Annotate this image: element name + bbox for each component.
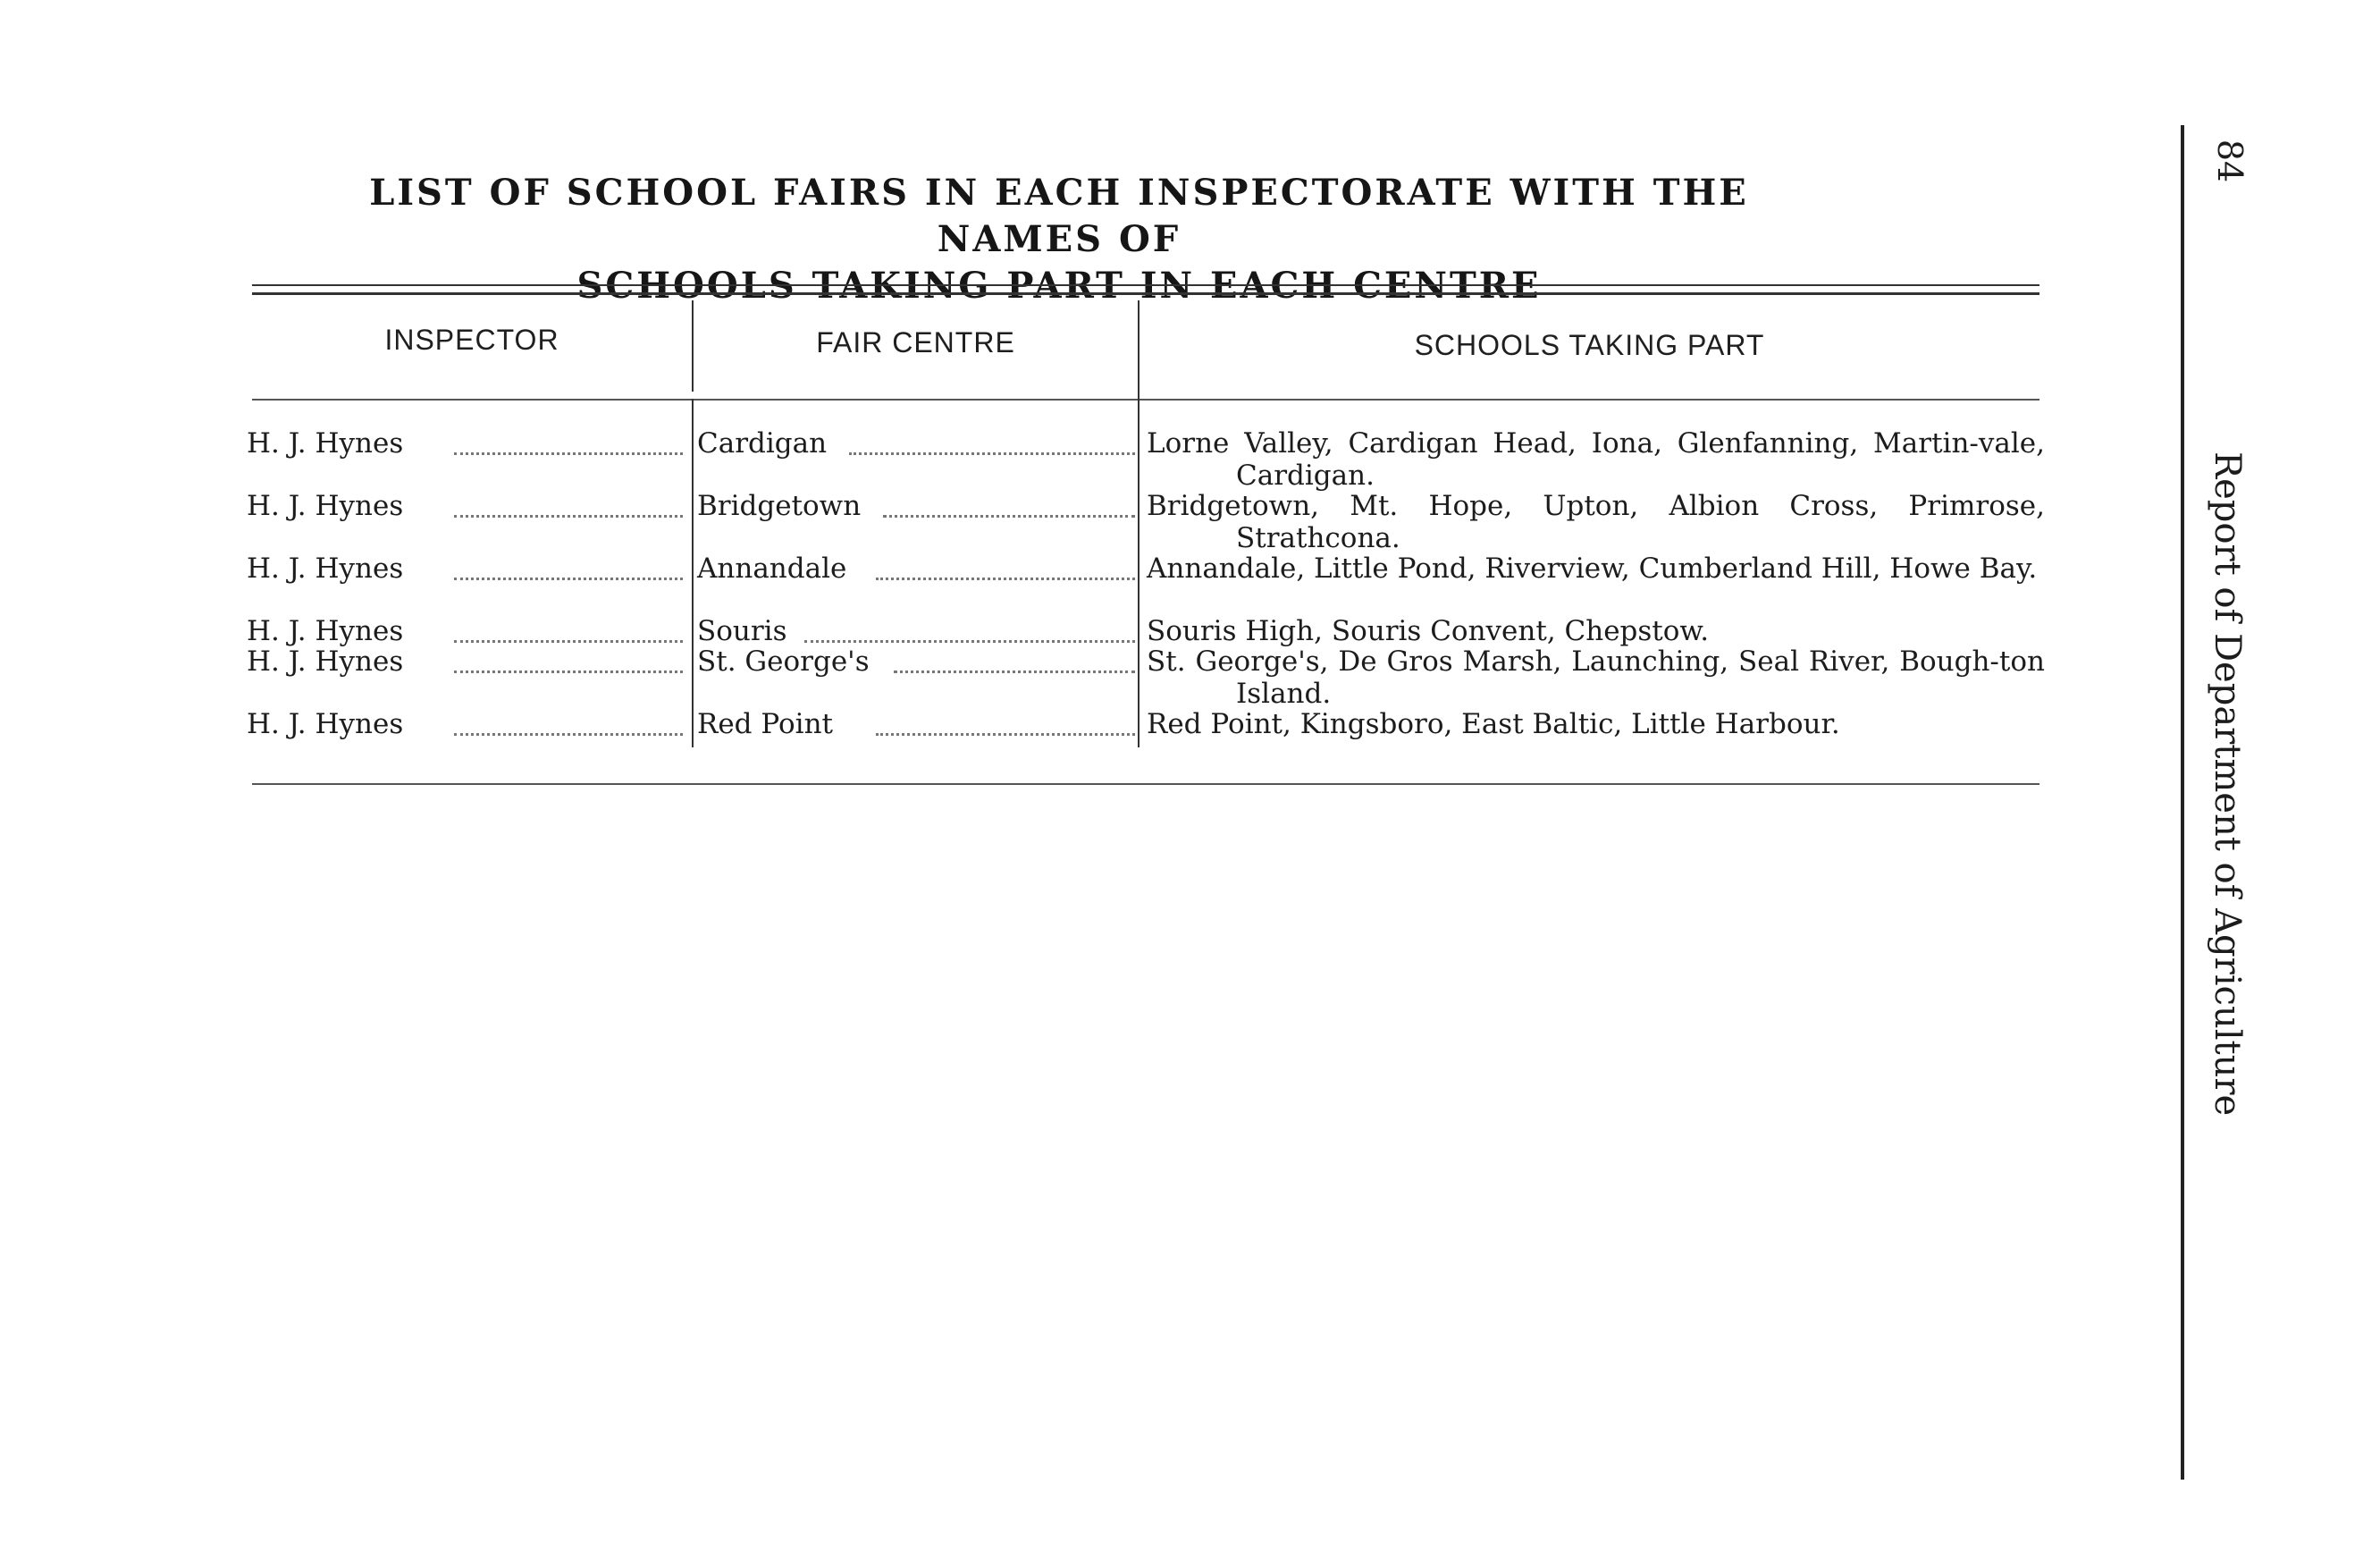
running-title-container	[2191, 451, 2263, 1158]
fair-centre-cell	[697, 615, 1135, 647]
schools-list: Souris High, Souris Convent, Chepstow.	[1147, 615, 1710, 647]
schools-list: St. George's, De Gros Marsh, Launching, Seal River, Bough-ton Island.	[1147, 645, 2045, 710]
table-row	[0, 427, 2056, 492]
schools-cell	[1147, 490, 2045, 554]
fair-centre-cell	[697, 708, 1135, 740]
schools-list: Red Point, Kingsboro, East Baltic, Little Harbour.	[1147, 708, 1840, 740]
inspector-cell	[247, 615, 685, 647]
schools-cell	[1147, 427, 2045, 492]
inspector-name: H. J. Hynes	[247, 427, 404, 460]
dot-leader	[876, 578, 1135, 580]
fair-centre-name: Red Point	[697, 708, 833, 740]
dot-leader	[894, 671, 1135, 673]
dot-leader	[883, 515, 1135, 518]
dot-leader	[454, 578, 683, 580]
schools-cell	[1147, 552, 2045, 585]
inspector-cell	[247, 708, 685, 740]
table-row	[0, 708, 2056, 744]
page-number: 84	[2210, 139, 2250, 183]
page-title	[295, 170, 1823, 309]
fair-centre-name: Annandale	[697, 552, 847, 585]
inspector-cell	[247, 552, 685, 585]
fair-centre-name: St. George's	[697, 645, 870, 678]
table-top-rule-second	[252, 292, 2039, 295]
margin-rule	[2181, 125, 2184, 1480]
dot-leader	[849, 452, 1135, 455]
fair-centre-name: Souris	[697, 615, 787, 647]
dot-leader	[454, 452, 683, 455]
table-bottom-rule	[252, 783, 2039, 785]
table-row	[0, 490, 2056, 554]
table-row	[0, 552, 2056, 588]
table-top-rule	[252, 284, 2039, 286]
schools-cell	[1147, 708, 2045, 740]
inspector-name: H. J. Hynes	[247, 615, 404, 647]
running-title: Report of Department of Agriculture	[2207, 451, 2248, 1117]
dot-leader	[804, 640, 1135, 643]
fair-centre-cell	[697, 645, 1135, 678]
dot-leader	[876, 733, 1135, 736]
dot-leader	[454, 671, 683, 673]
inspector-name: H. J. Hynes	[247, 552, 404, 585]
schools-list: Lorne Valley, Cardigan Head, Iona, Glenfanning, Martin-vale, Cardigan.	[1147, 427, 2045, 492]
fair-centre-cell	[697, 427, 1135, 460]
table-row	[0, 645, 2056, 710]
fair-centre-name: Bridgetown	[697, 490, 862, 522]
header-bottom-rule	[252, 399, 2039, 401]
title-line-2: SCHOOLS TAKING PART IN EACH CENTRE	[576, 265, 1542, 307]
schools-list: Annandale, Little Pond, Riverview, Cumberland Hill, Howe Bay.	[1147, 552, 2038, 585]
column-header-fair-centre: FAIR CENTRE	[816, 326, 1015, 358]
dot-leader	[454, 515, 683, 518]
column-header-schools: SCHOOLS TAKING PART	[1414, 329, 1765, 361]
dot-leader	[454, 640, 683, 643]
title-line-1: LIST OF SCHOOL FAIRS IN EACH INSPECTORATE WITH THE NAMES OF	[369, 172, 1749, 260]
fair-centre-cell	[697, 490, 1135, 522]
inspector-name: H. J. Hynes	[247, 708, 404, 740]
inspector-cell	[247, 427, 685, 460]
schools-cell	[1147, 645, 2045, 710]
inspector-name: H. J. Hynes	[247, 490, 404, 522]
schools-list: Bridgetown, Mt. Hope, Upton, Albion Cross, Primrose, Strathcona.	[1147, 490, 2045, 554]
inspector-name: H. J. Hynes	[247, 645, 404, 678]
fair-centre-name: Cardigan	[697, 427, 828, 460]
inspector-cell	[247, 645, 685, 678]
fair-centre-cell	[697, 552, 1135, 585]
inspector-cell	[247, 490, 685, 522]
schools-cell	[1147, 615, 2045, 647]
dot-leader	[454, 733, 683, 736]
column-header-inspector: INSPECTOR	[384, 324, 559, 356]
